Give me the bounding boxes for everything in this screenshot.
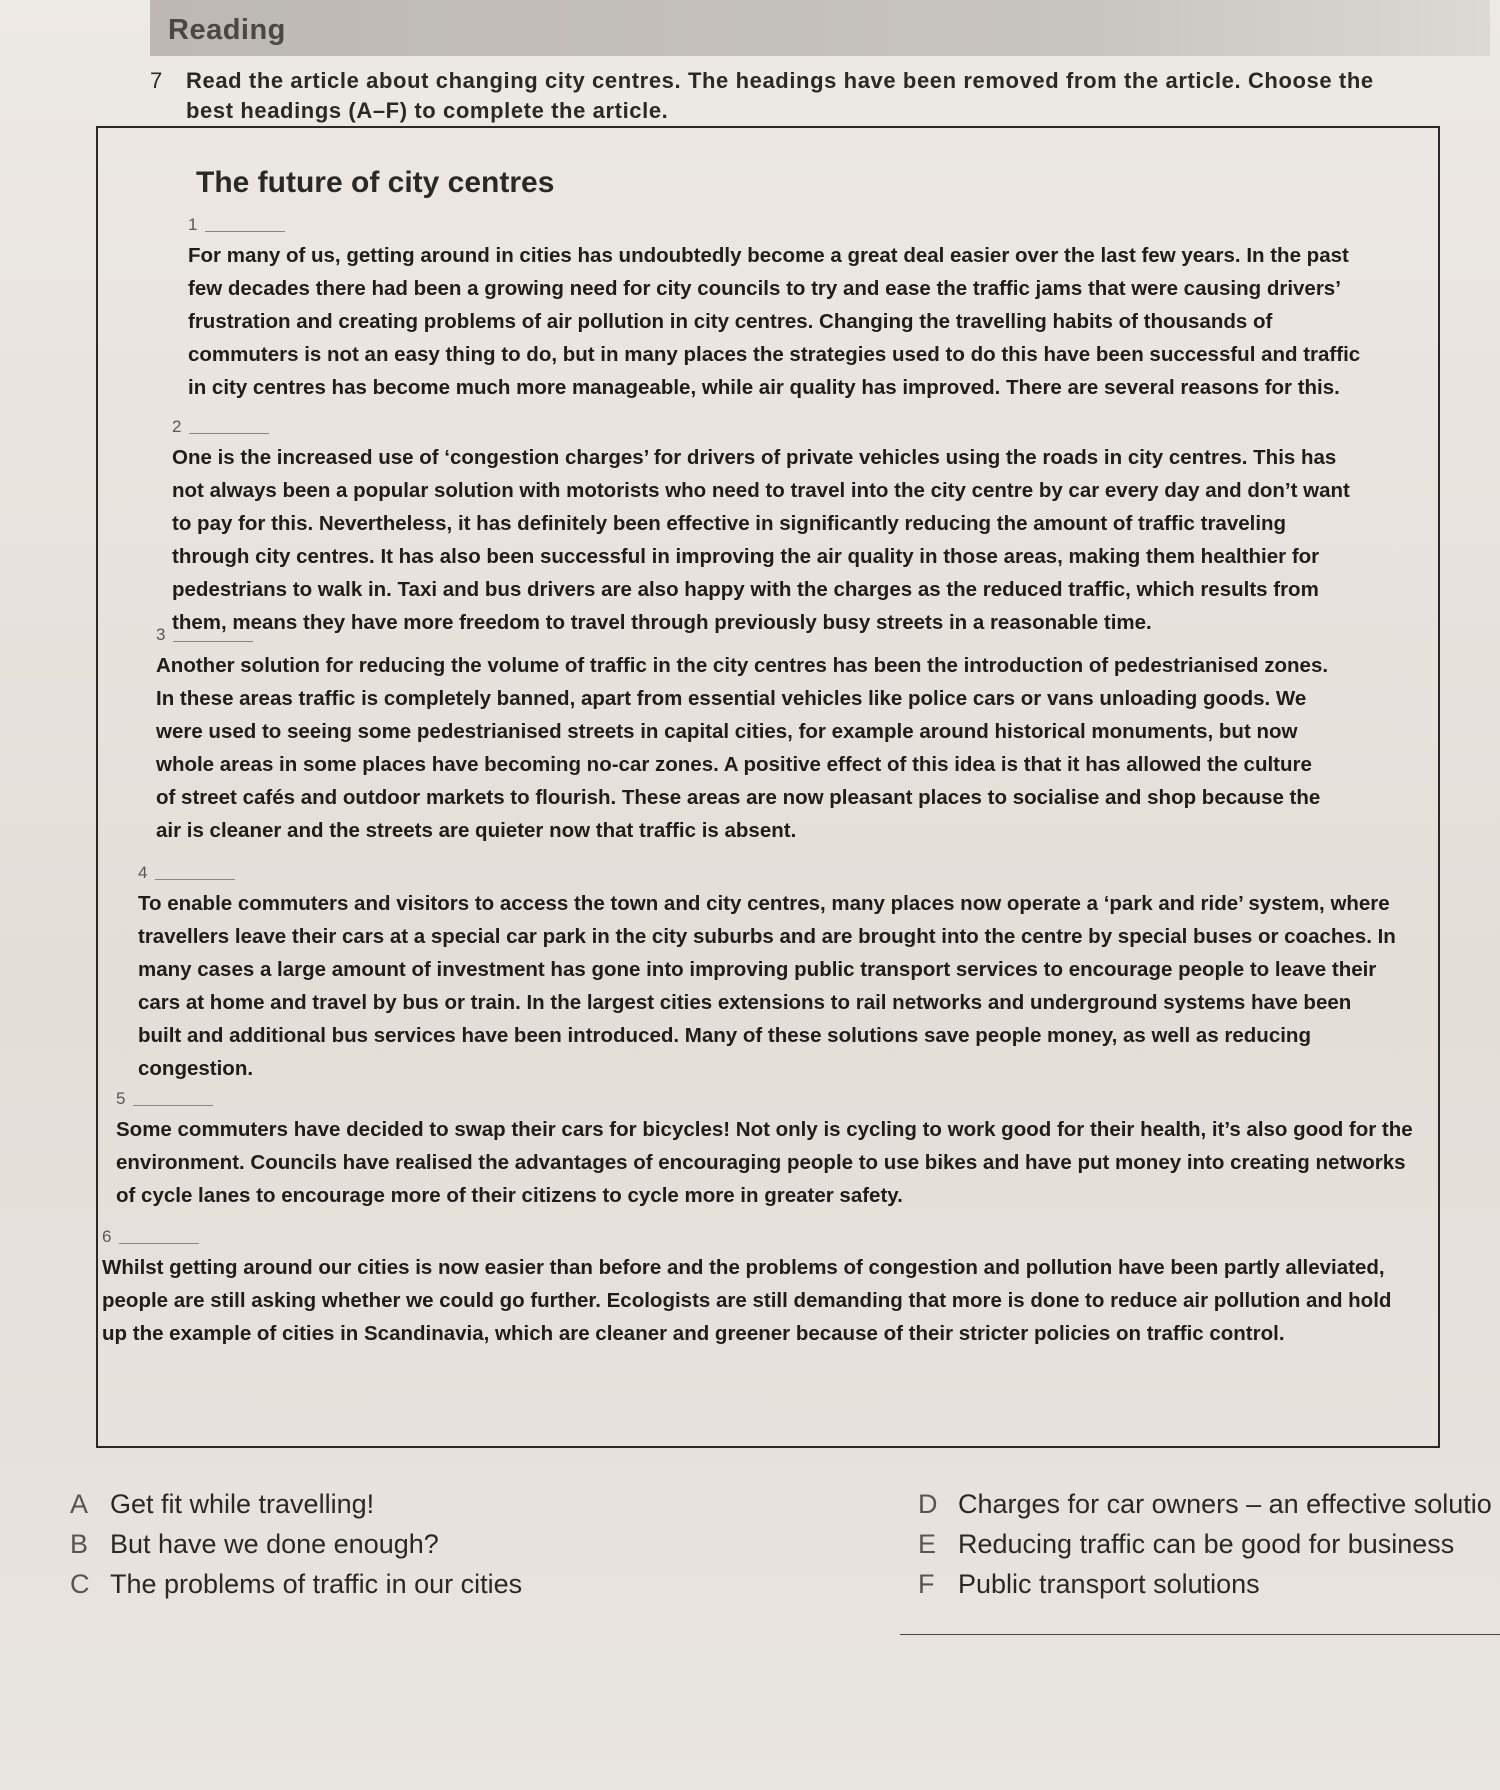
paragraph-number: 6: [102, 1224, 1422, 1251]
heading-answer-blank[interactable]: [133, 1093, 213, 1106]
heading-answer-blank[interactable]: [205, 219, 285, 232]
paragraph-text: One is the increased use of ‘congestion charges’ for drivers of private vehicles using the roads in city centres. This has not always been a popular solution with motorists who need to travel into the city centre by car every day and don’t want to pay for this. Nevertheless, it has definitely been effective in significantly reducing the amount of traffic traveling through city centres. It has also been successful in improving the air quality in those areas, making them healthier for pedestrians to walk in. Taxi and bus drivers are also happy with the charges as the reduced traffic, which results from them, means they have more freedom to travel through previously busy streets in a reasonable time.: [172, 446, 1350, 634]
paragraph-number: 4: [138, 860, 1398, 887]
paragraph-text: Whilst getting around our cities is now easier than before and the problems of congestion and pollution have been partly alleviated, people are still asking whether we could go further. Ecologists are still demanding that more is done to reduce air pollution and hold up the example of cities in Scandinavia, which are cleaner and greener because of their stricter policies on traffic control.: [102, 1256, 1392, 1345]
heading-answer-blank[interactable]: [155, 867, 235, 880]
article-box: [96, 126, 1440, 1448]
heading-option-c: C The problems of traffic in our cities: [70, 1569, 523, 1599]
heading-answer-blank[interactable]: [189, 421, 269, 434]
paragraph-5: [116, 1086, 1416, 1212]
paragraph-text: Another solution for reducing the volume of traffic in the city centres has been the introduction of pedestrianised zones. In these areas traffic is completely banned, apart from essential vehicles like police cars or vans unloading goods. We were used to seeing some pedestrianised streets in capital cities, for example around historical monuments, but now whole areas in some places have becoming no-car zones. A positive effect of this idea is that it has allowed the culture of street cafés and outdoor markets to flourish. These areas are now pleasant places to socialise and shop because the air is cleaner and the streets are quieter now that traffic is absent.: [156, 654, 1329, 842]
article-title: The future of city centres: [196, 166, 555, 199]
paragraph-number: 2: [172, 414, 1352, 441]
heading-answer-blank[interactable]: [173, 629, 253, 642]
paragraph-6: [102, 1224, 1422, 1350]
paragraph-3: [156, 622, 1336, 847]
paragraph-4: [138, 860, 1398, 1085]
divider-line: [900, 1634, 1500, 1635]
paragraph-text: To enable commuters and visitors to access the town and city centres, many places now operate a ‘park and ride’ system, where travellers leave their cars at a special car park in the city suburbs and are brought into the centre by special buses or coaches. In many cases a large amount of investment has gone into improving public transport services to encourage people to leave their cars at home and travel by bus or train. In the largest cities extensions to rail networks and underground systems have been built and additional bus services have been introduced. Many of these solutions save people money, as well as reducing congestion.: [138, 892, 1396, 1080]
headings-list: [70, 1484, 1500, 1634]
heading-option-d: D Charges for car owners – an effective solutio: [918, 1489, 1492, 1519]
task-number: 7: [150, 68, 163, 93]
paragraph-1: [188, 212, 1368, 404]
paragraph-number: 3: [156, 622, 1336, 649]
paragraph-2: [172, 414, 1352, 639]
task-instruction: Read the article about changing city centres. The headings have been removed from the article. Choose the best headings (A–F) to complete the article.: [186, 68, 1374, 123]
section-title: Reading: [168, 14, 286, 46]
paragraph-text: For many of us, getting around in cities has undoubtedly become a great deal easier over the last few years. In the past few decades there had been a growing need for city councils to try and ease the traffic jams that were causing drivers’ frustration and creating problems of air pollution in city centres. Changing the travelling habits of thousands of commuters is not an easy thing to do, but in many places the strategies used to do this have been successful and traffic in city centres has become much more manageable, while air quality has improved. There are several reasons for this.: [188, 244, 1361, 399]
paragraph-number: 1: [188, 212, 1368, 239]
paragraph-text: Some commuters have decided to swap their cars for bicycles! Not only is cycling to work good for their health, it’s also good for the environment. Councils have realised the advantages of encouraging people to use bikes and have put money into creating networks of cycle lanes to encourage more of their citizens to cycle more in greater safety.: [116, 1118, 1413, 1207]
heading-option-e: E Reducing traffic can be good for business: [918, 1529, 1455, 1559]
heading-option-a: A Get fit while travelling!: [70, 1489, 375, 1519]
paragraph-number: 5: [116, 1086, 1416, 1113]
heading-answer-blank[interactable]: [119, 1231, 199, 1244]
section-banner: [150, 0, 1490, 56]
heading-option-b: B But have we done enough?: [70, 1529, 439, 1559]
heading-option-f: F Public transport solutions: [918, 1569, 1260, 1599]
